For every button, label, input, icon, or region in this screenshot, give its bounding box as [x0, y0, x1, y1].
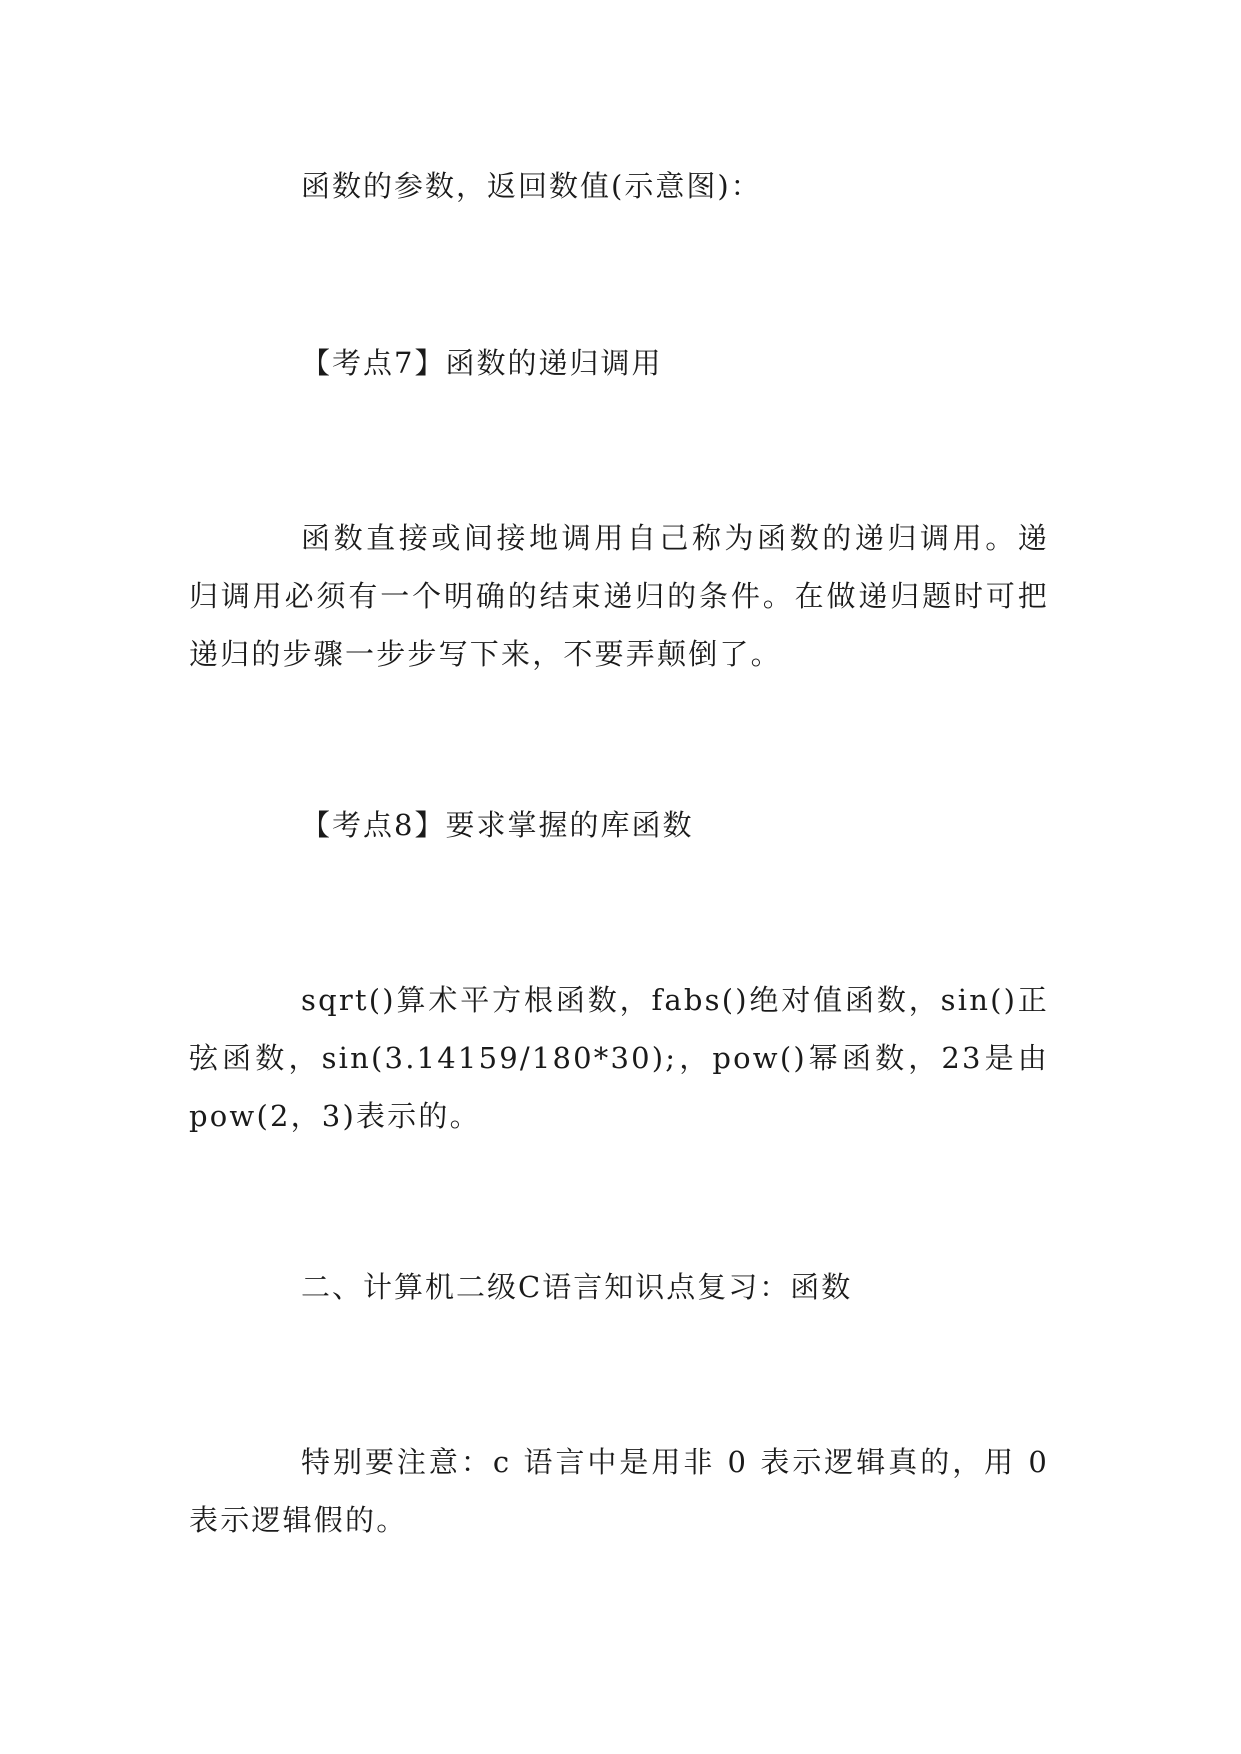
heading-section-two: 二、计算机二级C语言知识点复习：函数: [301, 1270, 853, 1304]
heading-point-8: 【考点8】要求掌握的库函数: [301, 808, 694, 842]
paragraph-recursion: 函数直接或间接地调用自己称为函数的递归调用。递归调用必须有一个明确的结束递归的条件。在做递归题时可把递归的步骤一步步写下来，不要弄颠倒了。: [189, 521, 1049, 671]
heading-point-7: 【考点7】函数的递归调用: [301, 346, 663, 380]
paragraph-library-functions: sqrt()算术平方根函数，fabs()绝对值函数，sin()正弦函数，sin(3.14159/180*30);，pow()幂函数，23是由pow(2，3)表示的。: [189, 983, 1049, 1133]
paragraph-function-params: 函数的参数，返回数值(示意图)：: [301, 169, 762, 203]
paragraph-logic-truth: 特别要注意：c 语言中是用非 0 表示逻辑真的，用 0 表示逻辑假的。: [189, 1445, 1049, 1537]
